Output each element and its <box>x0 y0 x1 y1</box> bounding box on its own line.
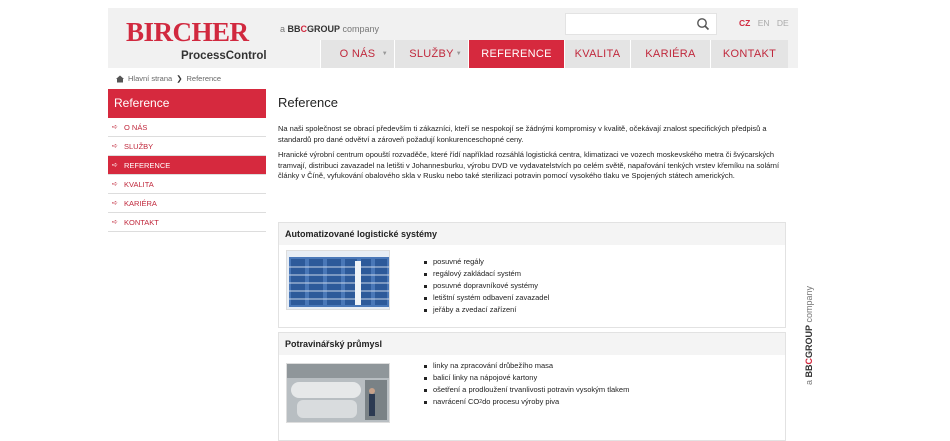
search-input[interactable] <box>566 14 686 34</box>
reference-section-logistics <box>278 222 786 328</box>
sidebar-item-label: REFERENCE <box>124 160 171 170</box>
sidebar-item-sluzby[interactable] <box>108 137 266 156</box>
page <box>108 8 798 441</box>
search-icon[interactable] <box>696 17 710 31</box>
nav-kontakt[interactable] <box>710 40 788 68</box>
logistics-photo <box>286 250 390 310</box>
arrow-right-icon: ➪ <box>112 124 118 131</box>
nav-label: KARIÉRA <box>645 48 696 60</box>
nav-label: KONTAKT <box>722 48 777 60</box>
list-item: ošetření a prodloužení trvanlivosti potravin vysokým tlakem <box>424 384 629 396</box>
arrow-right-icon: ➪ <box>112 181 118 188</box>
bircher-logo[interactable] <box>126 17 266 63</box>
sidebar-item-kvalita[interactable] <box>108 175 266 194</box>
nav-label: O NÁS <box>339 48 376 60</box>
section-title: Automatizované logistické systémy <box>279 223 785 245</box>
body-paragraph: Hranické výrobní centrum opouští rozvaděče, které řídí například rozsáhlá logistická centra, klimatizaci ve vozech moskevského metra či švýcarských tramvají, distribuci zavazadel na letišti v Johannesburku, výrobu DVD ve vydavatelstvích po celém světě, napařování tenkých vrstev křemíku na solární články v Číně, vyfukování obalového skla v Rusku nebo také sterilizaci potravin pomocí vysokého tlaku ve Spojených státech amerických. <box>278 150 780 180</box>
list-item: balicí linky na nápojové kartony <box>424 372 629 384</box>
main-nav <box>320 40 788 68</box>
sidebar-item-kariera[interactable] <box>108 194 266 213</box>
arrow-right-icon: ➪ <box>112 162 118 169</box>
list-item: letištní systém odbavení zavazadel <box>424 292 549 304</box>
section-title: Potravinářský průmysl <box>279 333 785 355</box>
chevron-down-icon: ▼ <box>381 51 388 57</box>
main-content <box>278 95 786 187</box>
list-item: posuvné dopravníkové systémy <box>424 280 549 292</box>
breadcrumb-home[interactable]: Hlavní strana <box>128 74 173 83</box>
language-switcher <box>739 18 794 28</box>
page-title: Reference <box>278 95 338 110</box>
list-item: jeřáby a zvedací zařízení <box>424 304 549 316</box>
breadcrumb-current: Reference <box>186 74 222 83</box>
lang-en[interactable]: EN <box>757 18 770 28</box>
sidebar-item-label: KVALITA <box>124 179 154 189</box>
intro-paragraph: Na naši společnost se obrací především ti zákazníci, kteří se nespokojí se žádnými kompromisy v kvalitě, očekávají znalost specifických předpisů a standardů pro dané odvětví a zároveň požadují konkurenceschopné ceny. <box>278 124 767 144</box>
sidebar <box>108 89 266 232</box>
home-icon <box>116 75 124 83</box>
nav-reference[interactable] <box>468 40 564 68</box>
sidebar-item-label: SLUŽBY <box>124 141 154 151</box>
sidebar-item-label: O NÁS <box>124 122 148 132</box>
vertical-group-tag: a BBCGROUP company <box>804 285 814 385</box>
sidebar-item-reference[interactable] <box>108 156 266 175</box>
sidebar-item-label: KONTAKT <box>124 217 159 227</box>
nav-o-nas[interactable] <box>320 40 394 68</box>
header <box>108 8 798 68</box>
group-tagline: a BBCGROUP company <box>280 24 380 34</box>
list-item: posuvné regály <box>424 256 549 268</box>
food-industry-photo <box>286 363 390 423</box>
nav-kariera[interactable] <box>630 40 710 68</box>
reference-section-food <box>278 332 786 441</box>
breadcrumb-separator-icon: ❯ <box>176 74 183 83</box>
list-item: regálový zakládací systém <box>424 268 549 280</box>
nav-kvalita[interactable] <box>564 40 630 68</box>
sidebar-item-o-nas[interactable] <box>108 118 266 137</box>
lang-de[interactable]: DE <box>776 18 789 28</box>
search-box <box>565 13 717 35</box>
logistics-list <box>424 256 549 316</box>
breadcrumb <box>116 74 221 83</box>
sidebar-item-label: KARIÉRA <box>124 198 157 208</box>
nav-sluzby[interactable] <box>394 40 468 68</box>
nav-label: KVALITA <box>574 48 621 60</box>
sidebar-item-kontakt[interactable] <box>108 213 266 232</box>
list-item: linky na zpracování drůbežího masa <box>424 360 629 372</box>
list-item: navrácení CO 2 do procesu výroby piva <box>424 396 629 408</box>
sidebar-title: Reference <box>108 89 266 118</box>
arrow-right-icon: ➪ <box>112 200 118 207</box>
arrow-right-icon: ➪ <box>112 143 118 150</box>
food-list <box>424 360 629 408</box>
chevron-down-icon: ▼ <box>455 51 462 57</box>
logo-subtitle: ProcessControl <box>181 50 267 62</box>
lang-cz[interactable]: CZ <box>739 18 751 28</box>
arrow-right-icon: ➪ <box>112 219 118 226</box>
nav-label: SLUŽBY <box>409 48 454 60</box>
nav-label: REFERENCE <box>481 48 552 60</box>
logo-wordmark: BIRCHER <box>126 17 249 47</box>
